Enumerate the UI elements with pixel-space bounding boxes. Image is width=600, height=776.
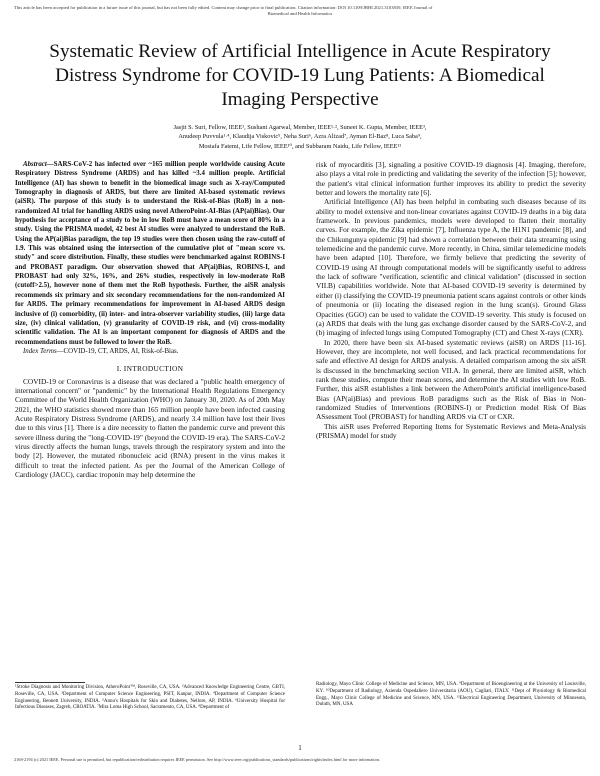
footnote-rule [15,682,85,683]
author-line-1: Jasjit S. Suri, Fellow, IEEE¹, Sushant Agarwal, Member, IEEE¹·², Suneet K. Gupta, Member, IEEE³, [173,124,427,131]
author-list [38,123,562,151]
page-number: 1 [298,744,302,752]
index-terms [15,347,285,356]
left-column [15,160,285,479]
index-terms-text: —COVID-19, CT, ARDS, AI, Risk-of-Bias. [56,347,179,355]
banner-line-2: Biomedical and Health Informatics [267,11,333,16]
paper-title: Systematic Review of Artificial Intelligence in Acute Respiratory Distress Syndrome for COVID-19 Lung Patients: A Biomedical Imaging Perspective [49,41,551,110]
section-heading-introduction: I. INTRODUCTION [116,364,184,374]
affiliations-footnote-left [15,682,285,712]
author-line-2: Anudeep Puvvula¹·⁴, Klaudija Viskovic⁵, Neha Suri⁶, Azra Alizad⁷, Ayman El-Baz⁸, Luca Saba⁹, [178,133,422,141]
abstract-text: SARS-CoV-2 has infected over ~165 million people worldwide causing Acute Respiratory Distress Syndrome (ARDS) and has killed ~3.4 million people. Artificial Intelligence (AI) has shown to benefit in the biomedical image such as X-ray/Computed Tomography in diagnosis of ARDS, but there are limited AI-based systematic reviews (aiSR). The purpose of this study is to understand the Risk-of-Bias (RoB) in a non-randomized AI trial for handling ARDS using novel AtheroPoint-AI-Bias (AP(ai)Bias). Our hypothesis for acceptance of a study to be in low RoB must have a mean score of 80% in a study. Using the PRISMA model, 42 best AI studies were analyzed to understand the RoB. Using the AP(ai)Bias paradigm, the top 19 studies were then chosen using the raw-cutoff of 1.9. This was obtained using the intersection of the cumulative plot of "mean score vs. study" and score distribution. Finally, these studies were benchmarked against ROBINS-I and PROBAST paradigm. Our observation showed that AP(ai)Bias, ROBINS-I, and PROBAST had only 32%, 16%, and 26% studies, respectively in low-moderate RoB (cutoff>2.5), however none of them met the RoB hypothesis. Further, the aiSR analysis recommends six primary and six secondary recommendations for the non-randomized AI for ARDS. The primary recommendations for improvement in AI-based ARDS design inclusive of (i) comorbidity, (ii) inter- and intra-observer variability studies, (iii) large data size, (iv) clinical validation, (v) granularity of COVID-19 risk, and (vi) cross-modality scientific validation. The AI is an important component for diagnosis of ARDS and the recommendations must be followed to lower the RoB. [15,161,285,346]
right-paragraph-4: This aiSR uses Preferred Reporting Items for Systematic Reviews and Meta-Analysis (PRISMA) model for study [316,421,586,440]
journal-banner [14,5,586,17]
intro-paragraph: COVID-19 or Coronavirus is a disease that was declared a "public health emergency of international concern" or "pandemic" by the International Health Regulations Emergency Committee of the World Health Organization (WHO) on January 30, 2020. As of 20th May 2021, the WHO statistics showed more than 165 million people have been infected causing Acute Respiratory Distress Syndrome (ARDS), and nearly 3.4 million have lost their lives due to this virus [1]. There is a dire necessity to flatten the pandemic curve and prevent this severe illness during the "long-COVID-19" (beyond the COVID-19 era). The SARS-CoV-2 virus directly affects the human lungs, travels through the respiratory system and into the body [2]. However, the mutated ribonucleic acid (RNA) present in the virus makes it difficult to treat the infected patient. As per the Journal of the American College of Cardiology (JACC), cardiac troponin may help determine the [15,376,285,479]
abstract-label: Abstract— [23,161,54,168]
footnote-right-text: Radiology, Mayo Clinic College of Medicine and Science, MN, USA. ⁹Department of Bioengineering at the University of Louisville, KY. ¹⁰Department of Radiology, Azienda Ospedaliero Universitaria (AOU), Cagliari, ITALY. ¹¹Dept of Physiology & Biomedical Engg., Mayo Clinic College of Medicine and Science, MN, USA. ¹²Electrical Engineering Department, University of Minnesota, Duluth, MN, USA [316,682,586,708]
right-paragraph-3: In 2020, there have been six AI-based systematic reviews (aiSR) on ARDS [11-16]. However, they are incomplete, not well focused, and lack practical recommendations for safe and effective AI design for ARDS analysis. A detailed comparison among the six aiSR is discussed in the benchmarking section VII.A. In general, there are limited aiSR, which rank these studies, compute their mean scores, and determine the AI studies with low RoB. Further, this aiSR establishes a link between the AtheroPoint's artificial intelligence-based Bias (AP(ai)Bias) and previous RoB paradigms such as the Risk of Bias in Non-randomized Studies of Interventions (ROBINS-I) or Prediction model Risk Of Bias ASsessment Tool (PROBAST) for handling ARDS via CT or CXR. [316,337,586,422]
footnote-left-text: ¹Stroke Diagnosis and Monitoring Division, AtheroPoint™, Roseville, CA, USA. ²Advanced Knowledge Engineering Centre, GBTI, Roseville, CA, USA. ³Department of Computer Science Engineering, PSIT, Kanpur, INDIA. ⁴Department of Computer Science Engineering, Bennett University, INDIA. ⁵Annu's Hospitals for Skin and Diabetes, Nellore, AP, INDIA. ⁶University Hospital for Infectious Diseases, Zagreb, CROATIA. ⁷Mira Loma High School, Sacramento, CA, USA. ⁸Department of [15,685,285,711]
right-paragraph-1: risk of myocarditis [3], signaling a positive COVID-19 diagnosis [4]. Imaging, therefore, also plays a vital role in predicting and validating the severity of the infection [5]; however, the patient's vital clinical information further improves its ability to predict the severity better and lowers the mortality rate [6]. [316,160,586,198]
right-column [316,160,586,440]
affiliations-footnote-right [316,682,586,709]
banner-line-1: This article has been accepted for publication in a future issue of this journal, but has not been fully edited. Content may change prior to final publication. Citation information: DOI 10.1109/JBHI.2021.3103839, IEEE Journal of [14,5,433,10]
author-line-3: Mostafa Fatemi, Life Fellow, IEEE¹⁰, and Subbaram Naidu, Life Fellow, IEEE¹¹ [198,142,402,150]
index-terms-label: Index Terms [23,347,57,355]
abstract [15,160,285,347]
right-paragraph-2: Artificial Intelligence (AI) has been helpful in combating such diseases because of its ability to model extensive and non-linear covariates against COVID-19 deaths in a big data framework. In previous pandemics, models were developed to flatten their mortality curves. For example, the Zika epidemic [7], Influenza type A, the H1N1 pandemic [8], and the Chikungunya epidemic [9] had shown a correlation between their data streaming using telemedicine and the pandemic curve. More recently, in China, similar telemedicine models have been adapted [10]. Therefore, we firmly believe that predicting the severity of COVID-19 using AI through computational models will be significantly useful to address the lack of software "verification, scientific and clinical validation" (discussed in section VII.B) capabilities worldwide. Note that AI-based COVID-19 severity is determined by either (i) classifying the COVID-19 pneumonia patient scans against controls or other kinds of pneumonia or (ii) locating the diseased region in the lung scan(s). Ground Glass Opacities (GGO) can be used to validate the COVID-19 severity. This study is focused on (a) ARDS that deals with the lung gas exchange disorder caused by the SARS-CoV-2, and (b) imaging of infected lungs using Computed Tomography (CT) and Chest X-rays (CXR). [316,197,586,338]
copyright-footer: 2168-2194 (c) 2021 IEEE. Personal use is permitted, but republication/redistribution requires IEEE permission. See http://www.ieee.org/publications_standards/publications/rights/index.html for more information. [14,757,380,762]
